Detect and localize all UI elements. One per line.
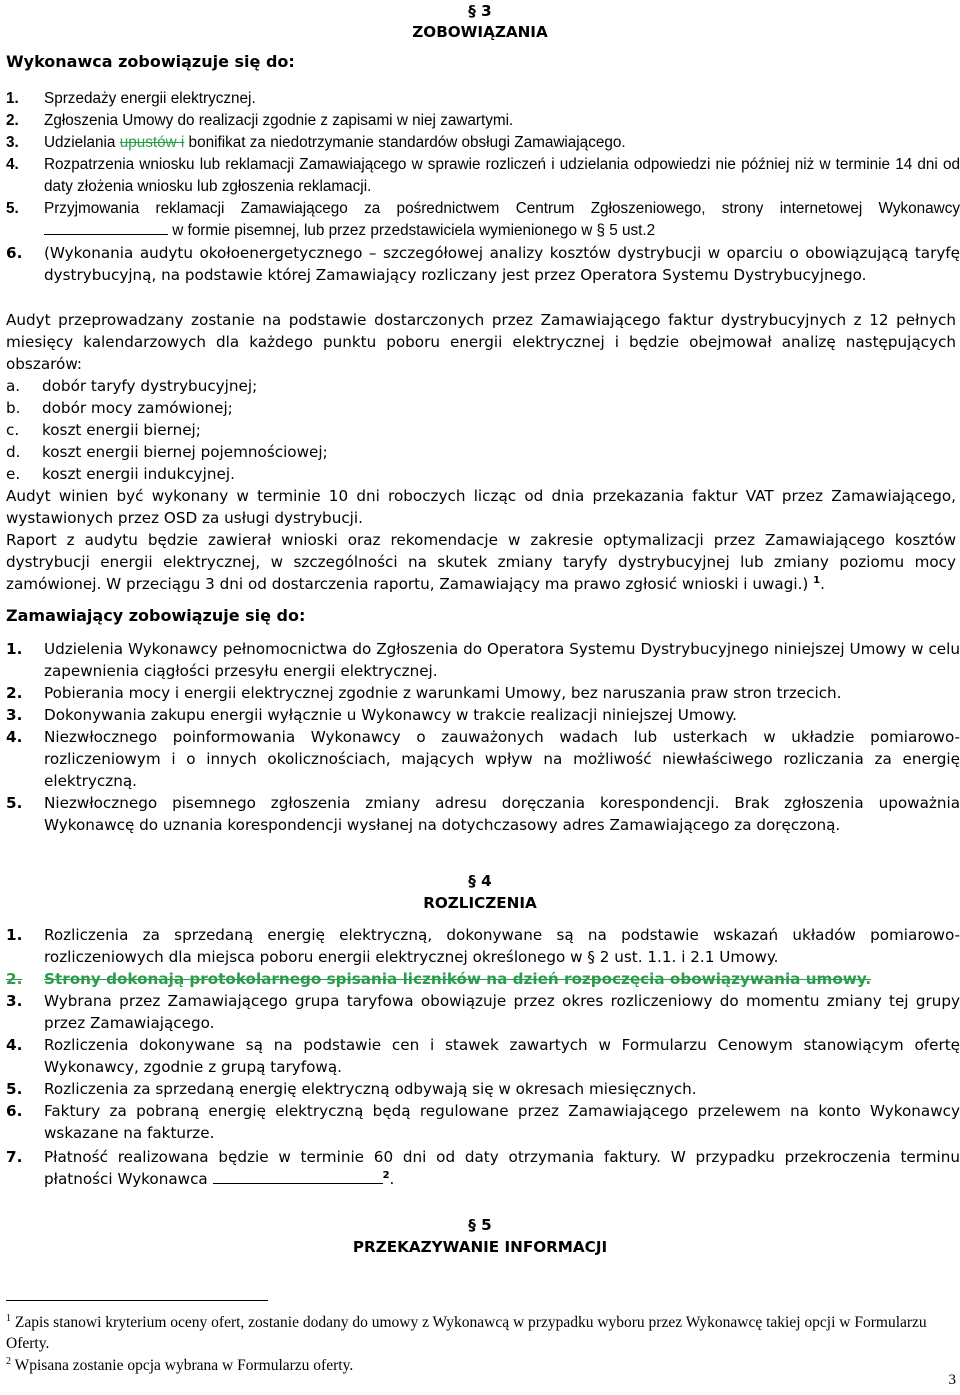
item-number: 2. — [6, 684, 23, 702]
item-number: 4. — [6, 156, 19, 173]
footnote-text: Wpisana zostanie opcja wybrana w Formularzu oferty. — [14, 1357, 354, 1374]
section-4-title: ROZLICZENIA — [423, 894, 537, 912]
item-text: Dokonywania zakupu energii wyłącznie u Wykonawcy w trakcie realizacji niniejszej Umowy. — [44, 706, 737, 724]
settle-item-7 — [6, 1146, 960, 1190]
contractor-item-3 — [6, 132, 960, 154]
client-item-4 — [6, 726, 960, 792]
item-text — [44, 198, 960, 242]
item-text-pre: Płatność realizowana będzie w terminie 60 dni od daty otrzymania faktury. W przypadku przekroczenia terminu płatności Wykonawca — [44, 1148, 960, 1188]
area-text: koszt energii biernej pojemnościowej; — [42, 443, 328, 461]
item-number: 7. — [6, 1148, 23, 1166]
audit-area-c — [6, 419, 201, 441]
item-number: 5. — [6, 1080, 23, 1098]
item-number: 2. — [6, 112, 19, 129]
item-number: 6. — [6, 1102, 23, 1120]
item-number: 4. — [6, 728, 23, 746]
audit-report — [6, 529, 956, 595]
item-text-post: bonifikat za niedotrzymanie standardów obsługi Zamawiającego. — [184, 134, 626, 151]
contractor-item-6 — [6, 242, 960, 286]
client-heading: Zamawiający zobowiązuje się do: — [6, 606, 306, 625]
item-number: 3. — [6, 134, 19, 151]
contractor-heading: Wykonawca zobowiązuje się do: — [6, 52, 295, 71]
contractor-item-5 — [6, 198, 960, 242]
client-item-3 — [6, 704, 960, 726]
item-number: 2. — [6, 970, 23, 988]
audit-deadline: Audyt winien być wykonany w terminie 10 dni roboczych licząc od dnia przekazania faktur VAT przez Zamawiającego, wystawionych przez OSD za usługi dystrybucji. — [6, 487, 956, 527]
section-3-number: § 3 — [468, 2, 492, 20]
area-letter: c. — [6, 421, 20, 439]
item-text — [44, 1146, 960, 1190]
area-text: dobór mocy zamówionej; — [42, 399, 233, 417]
item-text: Zgłoszenia Umowy do realizacji zgodnie z zapisami w niej zawartymi. — [44, 112, 514, 129]
item-text: Rozliczenia za sprzedaną energię elektryczną, dokonywane są na podstawie wskazań układów pomiarowo-rozliczeniowych dla miejsca poboru energii elektrycznej określonego w § 2 ust. 1.1. i 2.1 Umowy. — [44, 926, 960, 966]
footnote-separator — [6, 1300, 268, 1301]
client-item-1 — [6, 638, 960, 682]
settle-item-5 — [6, 1078, 960, 1100]
settle-item-4 — [6, 1034, 960, 1078]
footnote-number: 1 — [6, 1312, 11, 1324]
item-text: Wybrana przez Zamawiającego grupa taryfowa obowiązuje przez okres rozliczeniowy do momentu zmiany tej grupy przez Zamawiającego. — [44, 992, 960, 1032]
settle-item-3 — [6, 990, 960, 1034]
contractor-item-1 — [6, 88, 960, 110]
footnote-1 — [6, 1312, 956, 1354]
item-text: Faktury za pobraną energię elektryczną będą regulowane przez Zamawiającego przelewem na konto Wykonawcy wskazane na fakturze. — [44, 1102, 960, 1142]
item-text: Pobierania mocy i energii elektrycznej zgodnie z warunkami Umowy, bez naruszania praw stron trzecich. — [44, 684, 842, 702]
area-text: koszt energii biernej; — [42, 421, 201, 439]
item-text: Udzielenia Wykonawcy pełnomocnictwa do Zgłoszenia do Operatora Systemu Dystrybucyjnego niniejszej Umowy w celu zapewnienia ciągłości przesyłu energii elektrycznej. — [44, 640, 960, 680]
section-5-title: PRZEKAZYWANIE INFORMACJI — [352, 1238, 608, 1256]
footnote-2 — [6, 1355, 956, 1376]
report-text: Raport z audytu będzie zawierał wnioski oraz rekomendacje w zakresie optymalizacji przez Zamawiającego kosztów dystrybucji energii elektrycznej, w szczególności na skutek zmiany taryfy dystrybucyjnej lub zmiany poziomu mocy zamówionej. W przeciągu 3 dni od dostarczenia raportu, Zamawiający ma prawo zgłosić wnioski i uwagi.) — [6, 531, 956, 593]
item-text-pre: Przyjmowania reklamacji Zamawiającego za pośrednictwem Centrum Zgłoszeniowego, strony internetowej Wykonawcy — [44, 200, 960, 217]
audit-area-e — [6, 463, 235, 485]
client-item-5 — [6, 792, 960, 836]
item-text-deleted: Strony dokonają protokolarnego spisania liczników na dzień rozpoczęcia obowiązywania umowy. — [44, 970, 872, 988]
item-number: 5. — [6, 200, 19, 217]
section-4-number: § 4 — [468, 872, 492, 890]
area-text: dobór taryfy dystrybucyjnej; — [42, 377, 258, 395]
item-number: 4. — [6, 1036, 23, 1054]
contractor-item-2 — [6, 110, 960, 132]
footnote-ref-2: 2 — [382, 1169, 390, 1181]
audit-intro: Audyt przeprowadzany zostanie na podstawie dostarczonych przez Zamawiającego faktur dystrybucyjnych z 12 pełnych miesięcy kalendarzowych dla każdego punktu poboru energii elektrycznej i będzie obejmował analizę następujących obszarów: — [6, 311, 956, 373]
settle-item-2 — [6, 968, 960, 990]
area-letter: b. — [6, 399, 21, 417]
page-number: 3 — [948, 1372, 956, 1388]
item-number: 3. — [6, 992, 23, 1010]
blank-field — [44, 220, 168, 235]
item-number: 6. — [6, 244, 23, 262]
item-number: 5. — [6, 794, 23, 812]
area-text: koszt energii indukcyjnej. — [42, 465, 235, 483]
item-text: Niezwłocznego pisemnego zgłoszenia zmiany adresu doręczania korespondencji. Brak zgłoszenia upoważnia Wykonawcę do uznania korespondencji wysłanej na dotychczasowy adres Zamawiającego za doręczoną. — [44, 794, 960, 834]
item-text-post: w formie pisemnej, lub przez przedstawiciela wymienionego w § 5 ust.2 — [168, 222, 656, 239]
item-number: 3. — [6, 706, 23, 724]
item-text: Niezwłocznego poinformowania Wykonawcy o zauważonych wadach lub usterkach w układzie pomiarowo-rozliczeniowym i o innych okolicznościach, mających wpływ na możliwość niewłaściwego rozliczania za energię elektryczną. — [44, 728, 960, 790]
footnote-ref-1: 1 — [813, 574, 821, 586]
section-3-title: ZOBOWIĄZANIA — [412, 23, 548, 41]
item-text: (Wykonania audytu okołoenergetycznego – szczegółowej analizy kosztów dystrybucji w oparciu o obowiązującą taryfę dystrybucyjną, na podstawie której Zamawiający rozliczany jest przez Operatora Systemu Dystrybucyjnego. — [44, 244, 960, 284]
blank-field — [213, 1169, 383, 1184]
item-text: Rozliczenia za sprzedaną energię elektryczną odbywają się w okresach miesięcznych. — [44, 1080, 697, 1098]
area-letter: e. — [6, 465, 21, 483]
contractor-item-4 — [6, 154, 960, 198]
area-letter: d. — [6, 443, 21, 461]
item-text: Rozliczenia dokonywane są na podstawie cen i stawek zawartych w Formularzu Cenowym stanowiącym ofertę Wykonawcy, zgodnie z grupą taryfową. — [44, 1036, 960, 1076]
item-text: Rozpatrzenia wniosku lub reklamacji Zamawiającego w sprawie rozliczeń i udzielania odpowiedzi nie później niż w terminie 14 dni od daty złożenia wniosku lub zgłoszenia reklamacji. — [44, 156, 960, 195]
item-number: 1. — [6, 90, 19, 107]
deleted-text: upustów i — [119, 134, 185, 151]
report-end: . — [820, 575, 825, 593]
item-text-post: . — [389, 1170, 395, 1188]
section-5-number: § 5 — [468, 1216, 492, 1234]
audit-area-d — [6, 441, 328, 463]
client-item-2 — [6, 682, 960, 704]
footnote-number: 2 — [6, 1355, 11, 1367]
footnote-text: Zapis stanowi kryterium oceny ofert, zostanie dodany do umowy z Wykonawcą w przypadku wyboru przez Wykonawcę takiej opcji w Formularzu Oferty. — [6, 1314, 927, 1352]
item-text: Sprzedaży energii elektrycznej. — [44, 90, 256, 107]
settle-item-1 — [6, 924, 960, 968]
settle-item-6 — [6, 1100, 960, 1144]
audit-area-b — [6, 397, 233, 419]
audit-area-a — [6, 375, 257, 397]
item-text-pre: Udzielania — [44, 134, 120, 151]
item-text — [44, 132, 960, 154]
area-letter: a. — [6, 377, 21, 395]
item-number: 1. — [6, 926, 23, 944]
item-number: 1. — [6, 640, 23, 658]
